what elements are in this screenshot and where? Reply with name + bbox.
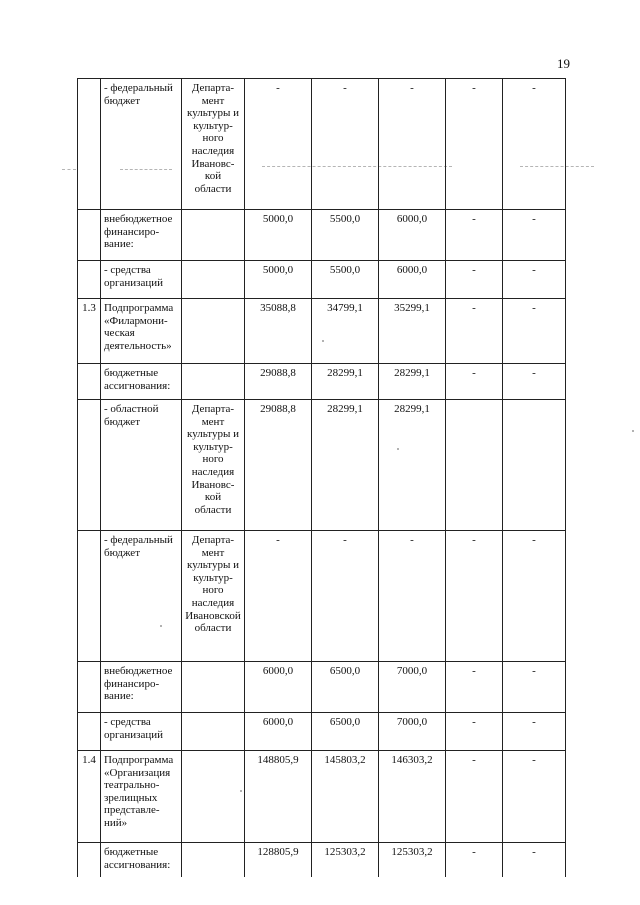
responsible-executor-cell	[182, 210, 245, 261]
funding-source-cell: - средства организаций	[101, 713, 182, 751]
value-cell: 6000,0	[245, 662, 312, 713]
value-cell	[446, 400, 503, 531]
value-cell: 28299,1	[379, 364, 446, 400]
funding-source-cell: - федеральный бюджет	[101, 79, 182, 210]
value-cell: -	[503, 751, 566, 843]
scan-artifact-line	[62, 169, 76, 170]
table-row	[78, 751, 566, 843]
value-cell: -	[503, 531, 566, 662]
value-cell: 7000,0	[379, 713, 446, 751]
value-cell: 29088,8	[245, 400, 312, 531]
funding-source-cell: бюджетные ассигнования:	[101, 843, 182, 877]
value-cell: 28299,1	[312, 400, 379, 531]
value-cell: 35088,8	[245, 299, 312, 364]
table-row	[78, 364, 566, 400]
table-row	[78, 261, 566, 299]
value-cell: 146303,2	[379, 751, 446, 843]
value-cell: 5000,0	[245, 261, 312, 299]
responsible-executor-cell	[182, 364, 245, 400]
funding-source-cell: Подпрограмма «Филармони- ческая деятельность»	[101, 299, 182, 364]
value-cell: -	[379, 531, 446, 662]
responsible-executor-cell	[182, 843, 245, 877]
row-number-cell	[78, 210, 101, 261]
value-cell: -	[446, 662, 503, 713]
funding-source-cell: - средства организаций	[101, 261, 182, 299]
value-cell: 6000,0	[379, 261, 446, 299]
value-cell: 28299,1	[312, 364, 379, 400]
value-cell: 128805,9	[245, 843, 312, 877]
value-cell: -	[503, 261, 566, 299]
table-row	[78, 843, 566, 877]
table-row	[78, 662, 566, 713]
table-row	[78, 79, 566, 210]
value-cell: 5500,0	[312, 261, 379, 299]
funding-source-cell: - областной бюджет	[101, 400, 182, 531]
value-cell: 145803,2	[312, 751, 379, 843]
row-number-cell: 1.4	[78, 751, 101, 843]
funding-source-cell: бюджетные ассигнования:	[101, 364, 182, 400]
funding-source-cell: внебюджетное финансиро- вание:	[101, 210, 182, 261]
value-cell: 5000,0	[245, 210, 312, 261]
value-cell: 125303,2	[379, 843, 446, 877]
row-number-cell	[78, 261, 101, 299]
value-cell: -	[503, 364, 566, 400]
table-row	[78, 299, 566, 364]
value-cell: 35299,1	[379, 299, 446, 364]
value-cell: -	[503, 843, 566, 877]
row-number-cell	[78, 531, 101, 662]
value-cell: -	[446, 210, 503, 261]
funding-source-cell: Подпрограмма «Организация театрально- зрелищных представле- ний»	[101, 751, 182, 843]
value-cell: -	[446, 364, 503, 400]
value-cell: -	[446, 299, 503, 364]
value-cell: 28299,1	[379, 400, 446, 531]
row-number-cell	[78, 662, 101, 713]
row-number-cell	[78, 400, 101, 531]
value-cell: 148805,9	[245, 751, 312, 843]
page-number: 19	[557, 56, 570, 71]
value-cell: 29088,8	[245, 364, 312, 400]
funding-source-cell: - федеральный бюджет	[101, 531, 182, 662]
table-row	[78, 713, 566, 751]
value-cell: -	[503, 79, 566, 210]
responsible-executor-cell: Департа- мент культуры и культур- ного наследия Ивановской области	[182, 531, 245, 662]
row-number-cell	[78, 79, 101, 210]
value-cell: -	[245, 531, 312, 662]
responsible-executor-cell	[182, 662, 245, 713]
value-cell: -	[446, 843, 503, 877]
value-cell: -	[503, 210, 566, 261]
value-cell: 6500,0	[312, 662, 379, 713]
value-cell: -	[312, 531, 379, 662]
responsible-executor-cell: Департа- мент культуры и культур- ного наследия Ивановс- кой области	[182, 79, 245, 210]
value-cell: -	[503, 662, 566, 713]
value-cell: 7000,0	[379, 662, 446, 713]
scan-artifact-dot	[632, 430, 634, 432]
funding-source-cell: внебюджетное финансиро- вание:	[101, 662, 182, 713]
value-cell: 125303,2	[312, 843, 379, 877]
table-row	[78, 400, 566, 531]
value-cell: 6500,0	[312, 713, 379, 751]
responsible-executor-cell	[182, 261, 245, 299]
value-cell: -	[503, 713, 566, 751]
row-number-cell	[78, 843, 101, 877]
value-cell: 6000,0	[245, 713, 312, 751]
budget-table	[77, 78, 566, 877]
value-cell: -	[312, 79, 379, 210]
value-cell: 34799,1	[312, 299, 379, 364]
value-cell: -	[446, 79, 503, 210]
value-cell: 5500,0	[312, 210, 379, 261]
row-number-cell	[78, 713, 101, 751]
responsible-executor-cell	[182, 751, 245, 843]
responsible-executor-cell: Департа- мент культуры и культур- ного наследия Ивановс- кой области	[182, 400, 245, 531]
responsible-executor-cell	[182, 299, 245, 364]
value-cell: -	[503, 299, 566, 364]
value-cell	[503, 400, 566, 531]
value-cell: -	[446, 531, 503, 662]
table-row	[78, 531, 566, 662]
value-cell: -	[379, 79, 446, 210]
value-cell: 6000,0	[379, 210, 446, 261]
row-number-cell: 1.3	[78, 299, 101, 364]
row-number-cell	[78, 364, 101, 400]
table-row	[78, 210, 566, 261]
value-cell: -	[446, 713, 503, 751]
value-cell: -	[446, 751, 503, 843]
responsible-executor-cell	[182, 713, 245, 751]
value-cell: -	[245, 79, 312, 210]
value-cell: -	[446, 261, 503, 299]
